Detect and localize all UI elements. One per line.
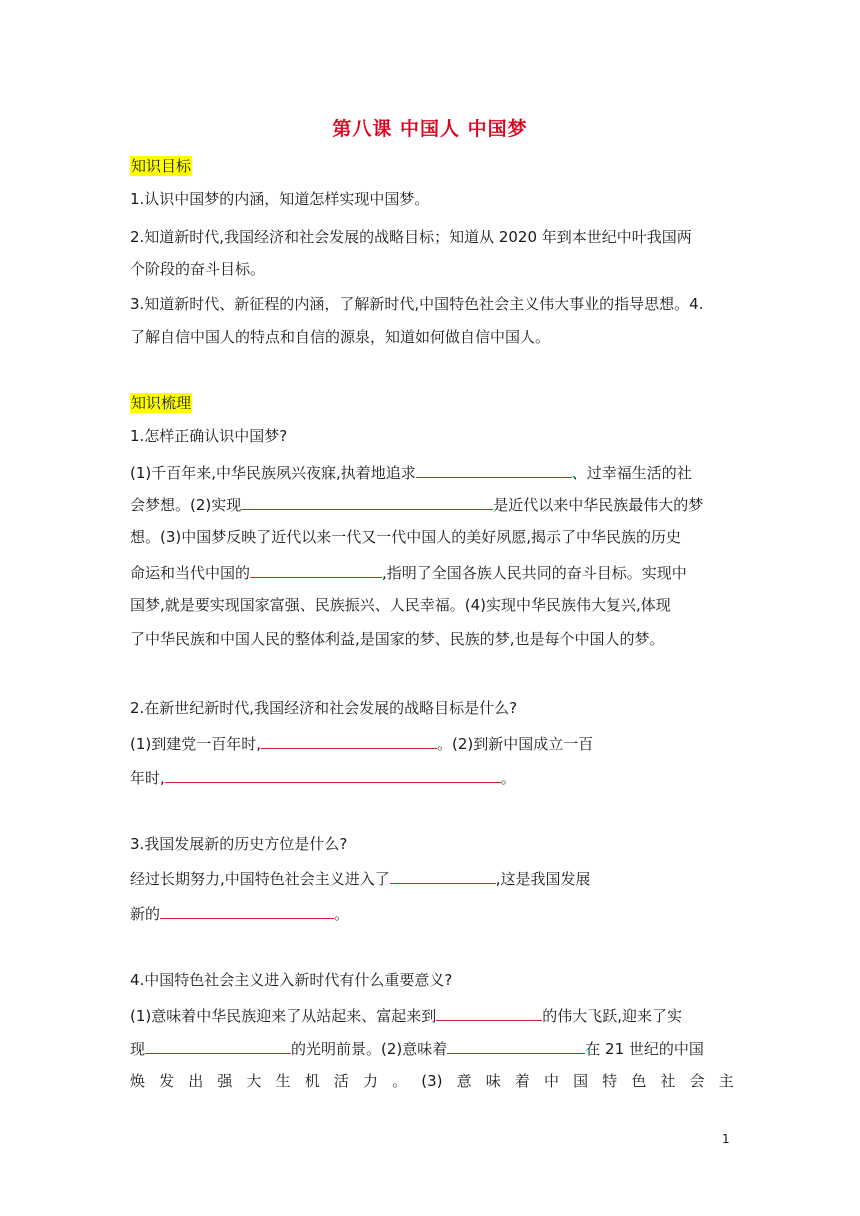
goal-line-5: 了解自信中国人的特点和自信的源泉，知道如何做自信中国人。	[130, 328, 551, 346]
answer-blank[interactable]	[145, 1037, 291, 1054]
q1-line-6: 了中华民族和中国人民的整体利益,是国家的梦、民族的梦,也是每个中国人的梦。	[130, 630, 665, 648]
goal-line-4: 3.知道新时代、新征程的内涵，了解新时代,中国特色社会主义伟大事业的指导思想。4.	[130, 295, 704, 313]
section-heading-goals: 知识目标	[131, 157, 192, 175]
answer-blank[interactable]	[160, 902, 334, 919]
goal-line-1: 1.认识中国梦的内涵，知道怎样实现中国梦。	[130, 190, 430, 208]
answer-blank[interactable]	[250, 561, 382, 578]
page-number: 1	[722, 1132, 730, 1146]
section-heading-review: 知识梳理	[131, 394, 192, 412]
question-4: 4.中国特色社会主义进入新时代有什么重要意义?	[130, 971, 453, 989]
goal-line-3: 个阶段的奋斗目标。	[130, 260, 266, 278]
question-1: 1.怎样正确认识中国梦?	[130, 427, 288, 445]
answer-blank[interactable]	[165, 766, 501, 783]
q3-line-1: 经过长期努力,中国特色社会主义进入了 ,这是我国发展	[130, 867, 734, 889]
answer-blank[interactable]	[447, 1037, 585, 1054]
page-title: 第八课 中国人 中国梦	[332, 118, 528, 140]
q2-line-1: (1)到建党一百年时, 。(2)到新中国成立一百	[130, 732, 734, 754]
q1-line-1: (1)千百年来,中华民族夙兴夜寐,执着地追求 、过幸福生活的社	[130, 461, 734, 483]
answer-blank[interactable]	[241, 493, 493, 510]
answer-blank[interactable]	[436, 1004, 542, 1021]
question-3: 3.我国发展新的历史方位是什么?	[130, 835, 348, 853]
q4-line-3: 焕 发 出 强 大 生 机 活 力 。 (3) 意 味 着 中 国 特 色 社 会 主	[130, 1072, 734, 1090]
q1-line-3: 想。(3)中国梦反映了近代以来一代又一代中国人的美好夙愿,揭示了中华民族的历史	[130, 528, 682, 546]
q1-line-2: 会梦想。(2)实现 是近代以来中华民族最伟大的梦	[130, 493, 734, 515]
q1-line-5: 国梦,就是要实现国家富强、民族振兴、人民幸福。(4)实现中华民族伟大复兴,体现	[130, 596, 671, 614]
q4-line-1: (1)意味着中华民族迎来了从站起来、富起来到 的伟大飞跃,迎来了实	[130, 1004, 734, 1026]
goal-line-2: 2.知道新时代,我国经济和社会发展的战略目标；知道从 2020 年到本世纪中叶我国两	[130, 228, 692, 246]
q3-line-2: 新的 。	[130, 902, 734, 924]
answer-blank[interactable]	[390, 867, 496, 884]
q1-line-4: 命运和当代中国的 ,指明了全国各族人民共同的奋斗目标。实现中	[130, 561, 734, 583]
q4-line-2: 现 的光明前景。(2)意味着 在 21 世纪的中国	[130, 1037, 734, 1059]
answer-blank[interactable]	[416, 461, 572, 478]
answer-blank[interactable]	[261, 732, 437, 749]
question-2: 2.在新世纪新时代,我国经济和社会发展的战略目标是什么?	[130, 699, 518, 717]
q2-line-2: 年时, 。	[130, 766, 734, 788]
